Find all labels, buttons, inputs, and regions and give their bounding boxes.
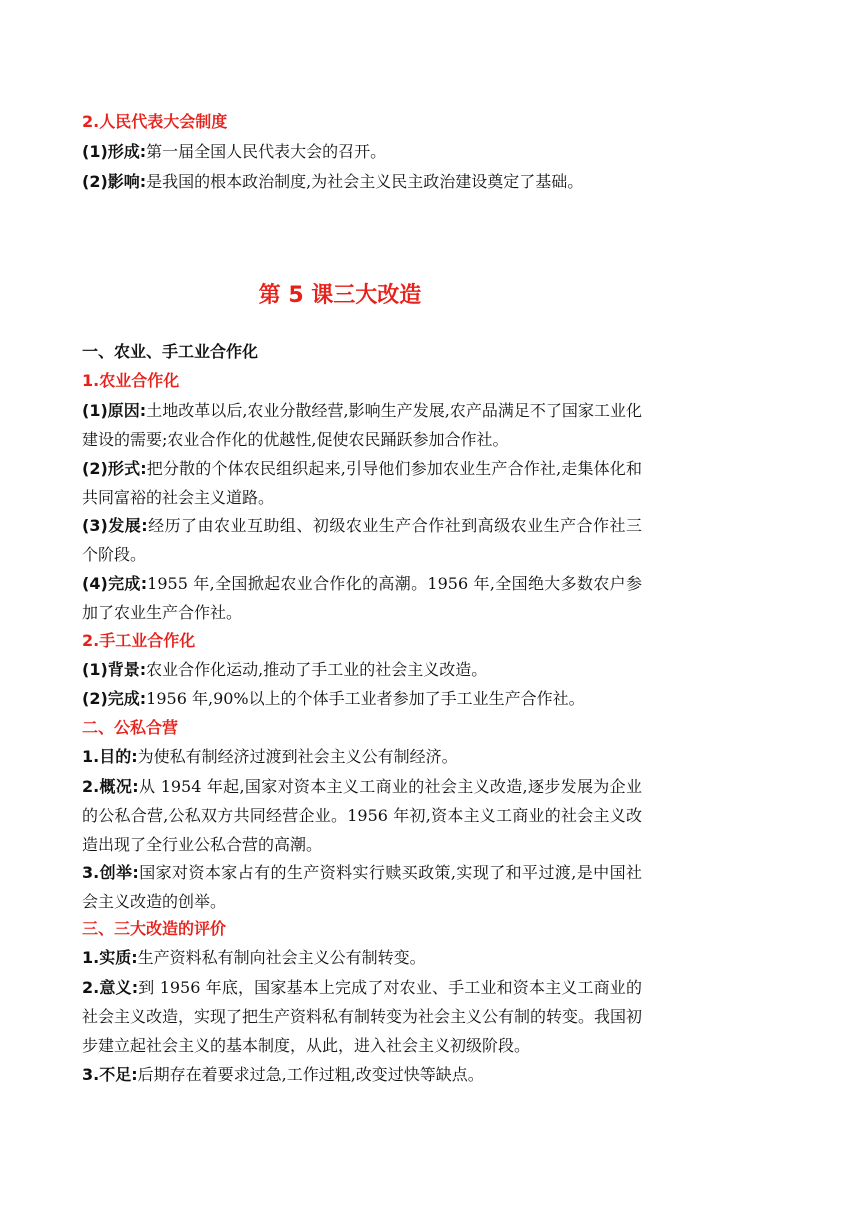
item-label: (2)形式: [82,459,147,478]
item-background [82,658,642,682]
item-label: 3.创举: [82,863,139,882]
item-purpose [82,745,642,769]
prev-item-influence [82,170,642,194]
item-label: (4)完成: [82,574,148,593]
item-significance [82,973,642,1060]
item-handicraft-completion [82,687,642,711]
item-label: 1.目的: [82,747,138,766]
item-completion [82,569,642,627]
item-text: 土地改革以后,农业分散经营,影响生产发展,农产品满足不了国家工业化建设的需要;农业合作化的优越性,促使农民踊跃参加合作社。 [82,401,642,449]
section-heading-evaluation: 三、三大改造的评价 [82,919,227,938]
item-text: 生产资料私有制向社会主义公有制转变。 [137,948,426,967]
item-label: (2)影响: [82,172,147,191]
item-text: 为使私有制经济过渡到社会主义公有制经济。 [137,747,458,766]
item-label: (2)完成: [82,689,147,708]
lesson-title: 第 5 课三大改造 [258,283,422,308]
item-label: 2.概况: [82,777,139,796]
item-label: (3)发展: [82,516,148,535]
item-text: 从 1954 年起,国家对资本主义工商业的社会主义改造,逐步发展为企业的公私合营,公私双方共同经营企业。1956 年初,资本主义工商业的社会主义改造出现了全行业公私合营的高潮。 [82,777,642,854]
section-heading-joint-venture: 二、公私合营 [82,718,179,737]
item-cause [82,396,642,454]
section-heading-cooperation: 一、农业、手工业合作化 [82,342,259,361]
item-overview [82,772,642,859]
item-text: 经历了由农业互助组、初级农业生产合作社到高级农业生产合作社三个阶段。 [82,516,642,564]
item-form [82,454,642,512]
item-text: 第一届全国人民代表大会的召开。 [146,142,387,161]
item-development [82,511,642,569]
item-text: 把分散的个体农民组织起来,引导他们参加农业生产合作社,走集体化和共同富裕的社会主义道路。 [82,459,642,507]
item-shortcomings [82,1063,642,1087]
subheading-agriculture: 1.农业合作化 [82,371,180,390]
item-essence [82,946,642,970]
item-innovation [82,858,642,916]
prev-item-formation [82,140,642,164]
item-text: 农业合作化运动,推动了手工业的社会主义改造。 [146,660,488,679]
item-text: 到 1956 年底，国家基本上完成了对农业、手工业和资本主义工商业的社会主义改造，实现了把生产资料私有制转变为社会主义公有制的转变。我国初步建立起社会主义的基本制度，从此，进入社会主义初级阶段。 [82,978,643,1055]
item-label: 3.不足: [82,1065,138,1084]
item-label: (1)形成: [82,142,147,161]
item-text: 是我国的根本政治制度,为社会主义民主政治建设奠定了基础。 [146,172,584,191]
prev-heading: 2.人民代表大会制度 [82,112,228,131]
item-text: 1955 年,全国掀起农业合作化的高潮。1956 年,全国绝大多数农户参加了农业生产合作社。 [82,574,642,622]
item-label: 2.意义: [82,978,139,997]
item-text: 后期存在着要求过急,工作过粗,改变过快等缺点。 [137,1065,484,1084]
subheading-handicraft: 2.手工业合作化 [82,631,196,650]
item-label: (1)背景: [82,660,147,679]
item-label: (1)原因: [82,401,147,420]
item-text: 国家对资本家占有的生产资料实行赎买政策,实现了和平过渡,是中国社会主义改造的创举。 [82,863,642,911]
item-text: 1956 年,90%以上的个体手工业者参加了手工业生产合作社。 [146,689,585,708]
item-label: 1.实质: [82,948,138,967]
